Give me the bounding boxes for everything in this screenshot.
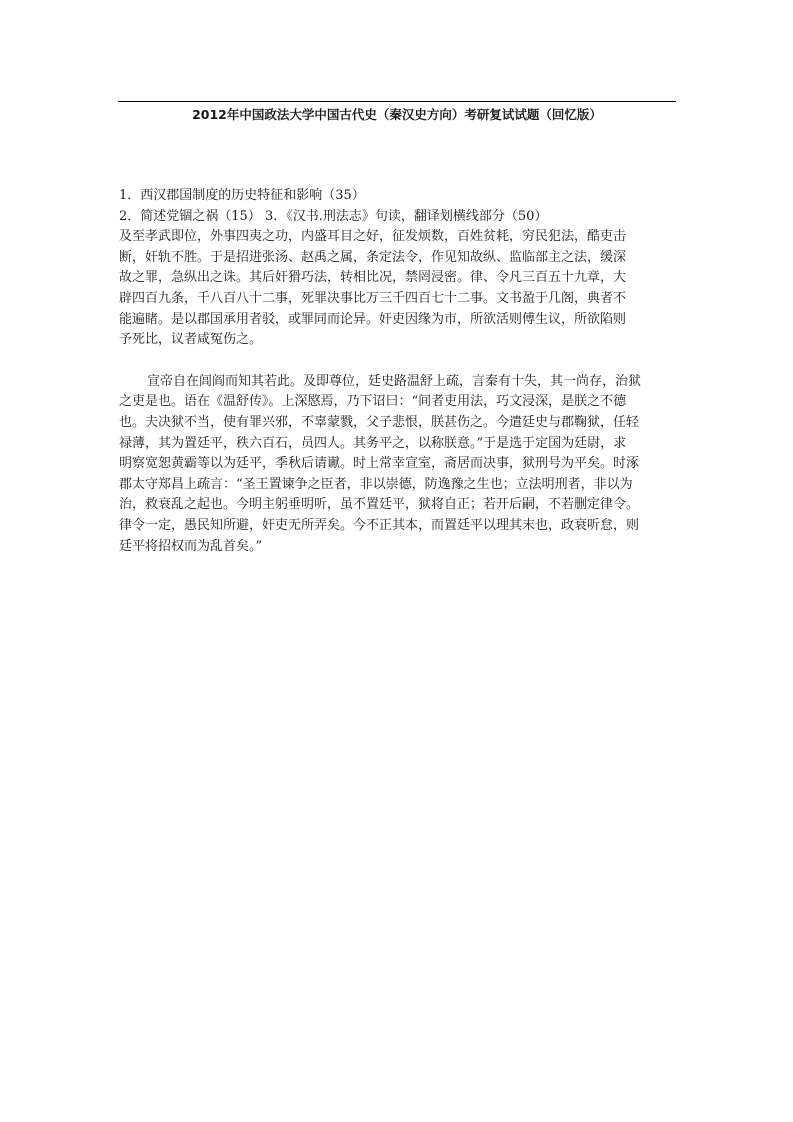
passage-1-line: 辟四百九条，千八百八十二事，死罪决事比万三千四百七十二事。文书盈于几阁，典者不: [119, 290, 627, 306]
passage-2-line: 宣帝自在闾阎而知其若此。及即尊位，廷史路温舒上疏，言秦有十失，其一尚存，治狱: [147, 373, 642, 389]
passage-2-line: 也。夫决狱不当，使有罪兴邪，不辜蒙戮，父子悲恨，朕甚伤之。今遣廷史与郡鞠狱，任轻: [119, 414, 640, 430]
passage-2-line: 郡太守郑昌上疏言：“圣王置谏争之臣者，非以崇德，防逸豫之生也；立法明刑者，非以为: [119, 476, 633, 492]
passage-1-line: 故之罪，急纵出之诛。其后奸猾巧法，转相比况，禁罔浸密。律、令凡三百五十九章，大: [119, 270, 627, 286]
document-body: [119, 186, 679, 557]
passage-1-line: 断，奸轨不胜。于是招进张汤、赵禹之属，条定法令，作见知故纵、监临部主之法，缓深: [119, 249, 627, 265]
passage-1: [119, 227, 679, 351]
question-2-3: 2．简述党锢之祸（15） 3．《汉书.刑法志》句读，翻译划横线部分（50）: [119, 208, 548, 224]
passage-2-line: 治，救衰乱之起也。今明主躬垂明听，虽不置廷平，狱将自正；若开后嗣，不若删定律令。: [119, 497, 640, 513]
paragraph-gap: [119, 351, 679, 372]
passage-2: [119, 372, 679, 557]
passage-2-line: 明察宽恕黄霸等以为廷平，季秋后请谳。时上常幸宣室，斋居而决事，狱刑号为平矣。时涿: [119, 456, 640, 472]
passage-2-line: 廷平将招权而为乱首矣。”: [119, 538, 263, 554]
passage-1-line: 予死比，议者咸冤伤之。: [119, 332, 263, 348]
header-rule: [118, 101, 676, 102]
passage-2-line: 之吏是也。语在《温舒传》。上深愍焉，乃下诏曰：“间者吏用法，巧文浸深，是朕之不德: [119, 394, 627, 410]
passage-2-line: 禄薄，其为置廷平，秩六百石，员四人。其务平之，以称朕意。”于是选于定国为廷尉，求: [119, 435, 627, 451]
passage-1-line: 能遍睹。是以郡国承用者驳，或罪同而论异。奸吏因缘为市，所欲活则傅生议，所欲陷则: [119, 311, 627, 327]
passage-1-line: 及至孝武即位，外事四夷之功，内盛耳目之好，征发烦数，百姓贫耗，穷民犯法，酷吏击: [119, 229, 627, 245]
question-1: 1．西汉郡国制度的历史特征和影响（35）: [119, 188, 365, 203]
document-title: 2012年中国政法大学中国古代史（秦汉史方向）考研复试试题（回忆版）: [192, 107, 602, 122]
passage-2-line: 律令一定，愚民知所避，奸吏无所弄矣。今不正其本，而置廷平以理其末也，政衰听怠，则: [119, 517, 640, 533]
